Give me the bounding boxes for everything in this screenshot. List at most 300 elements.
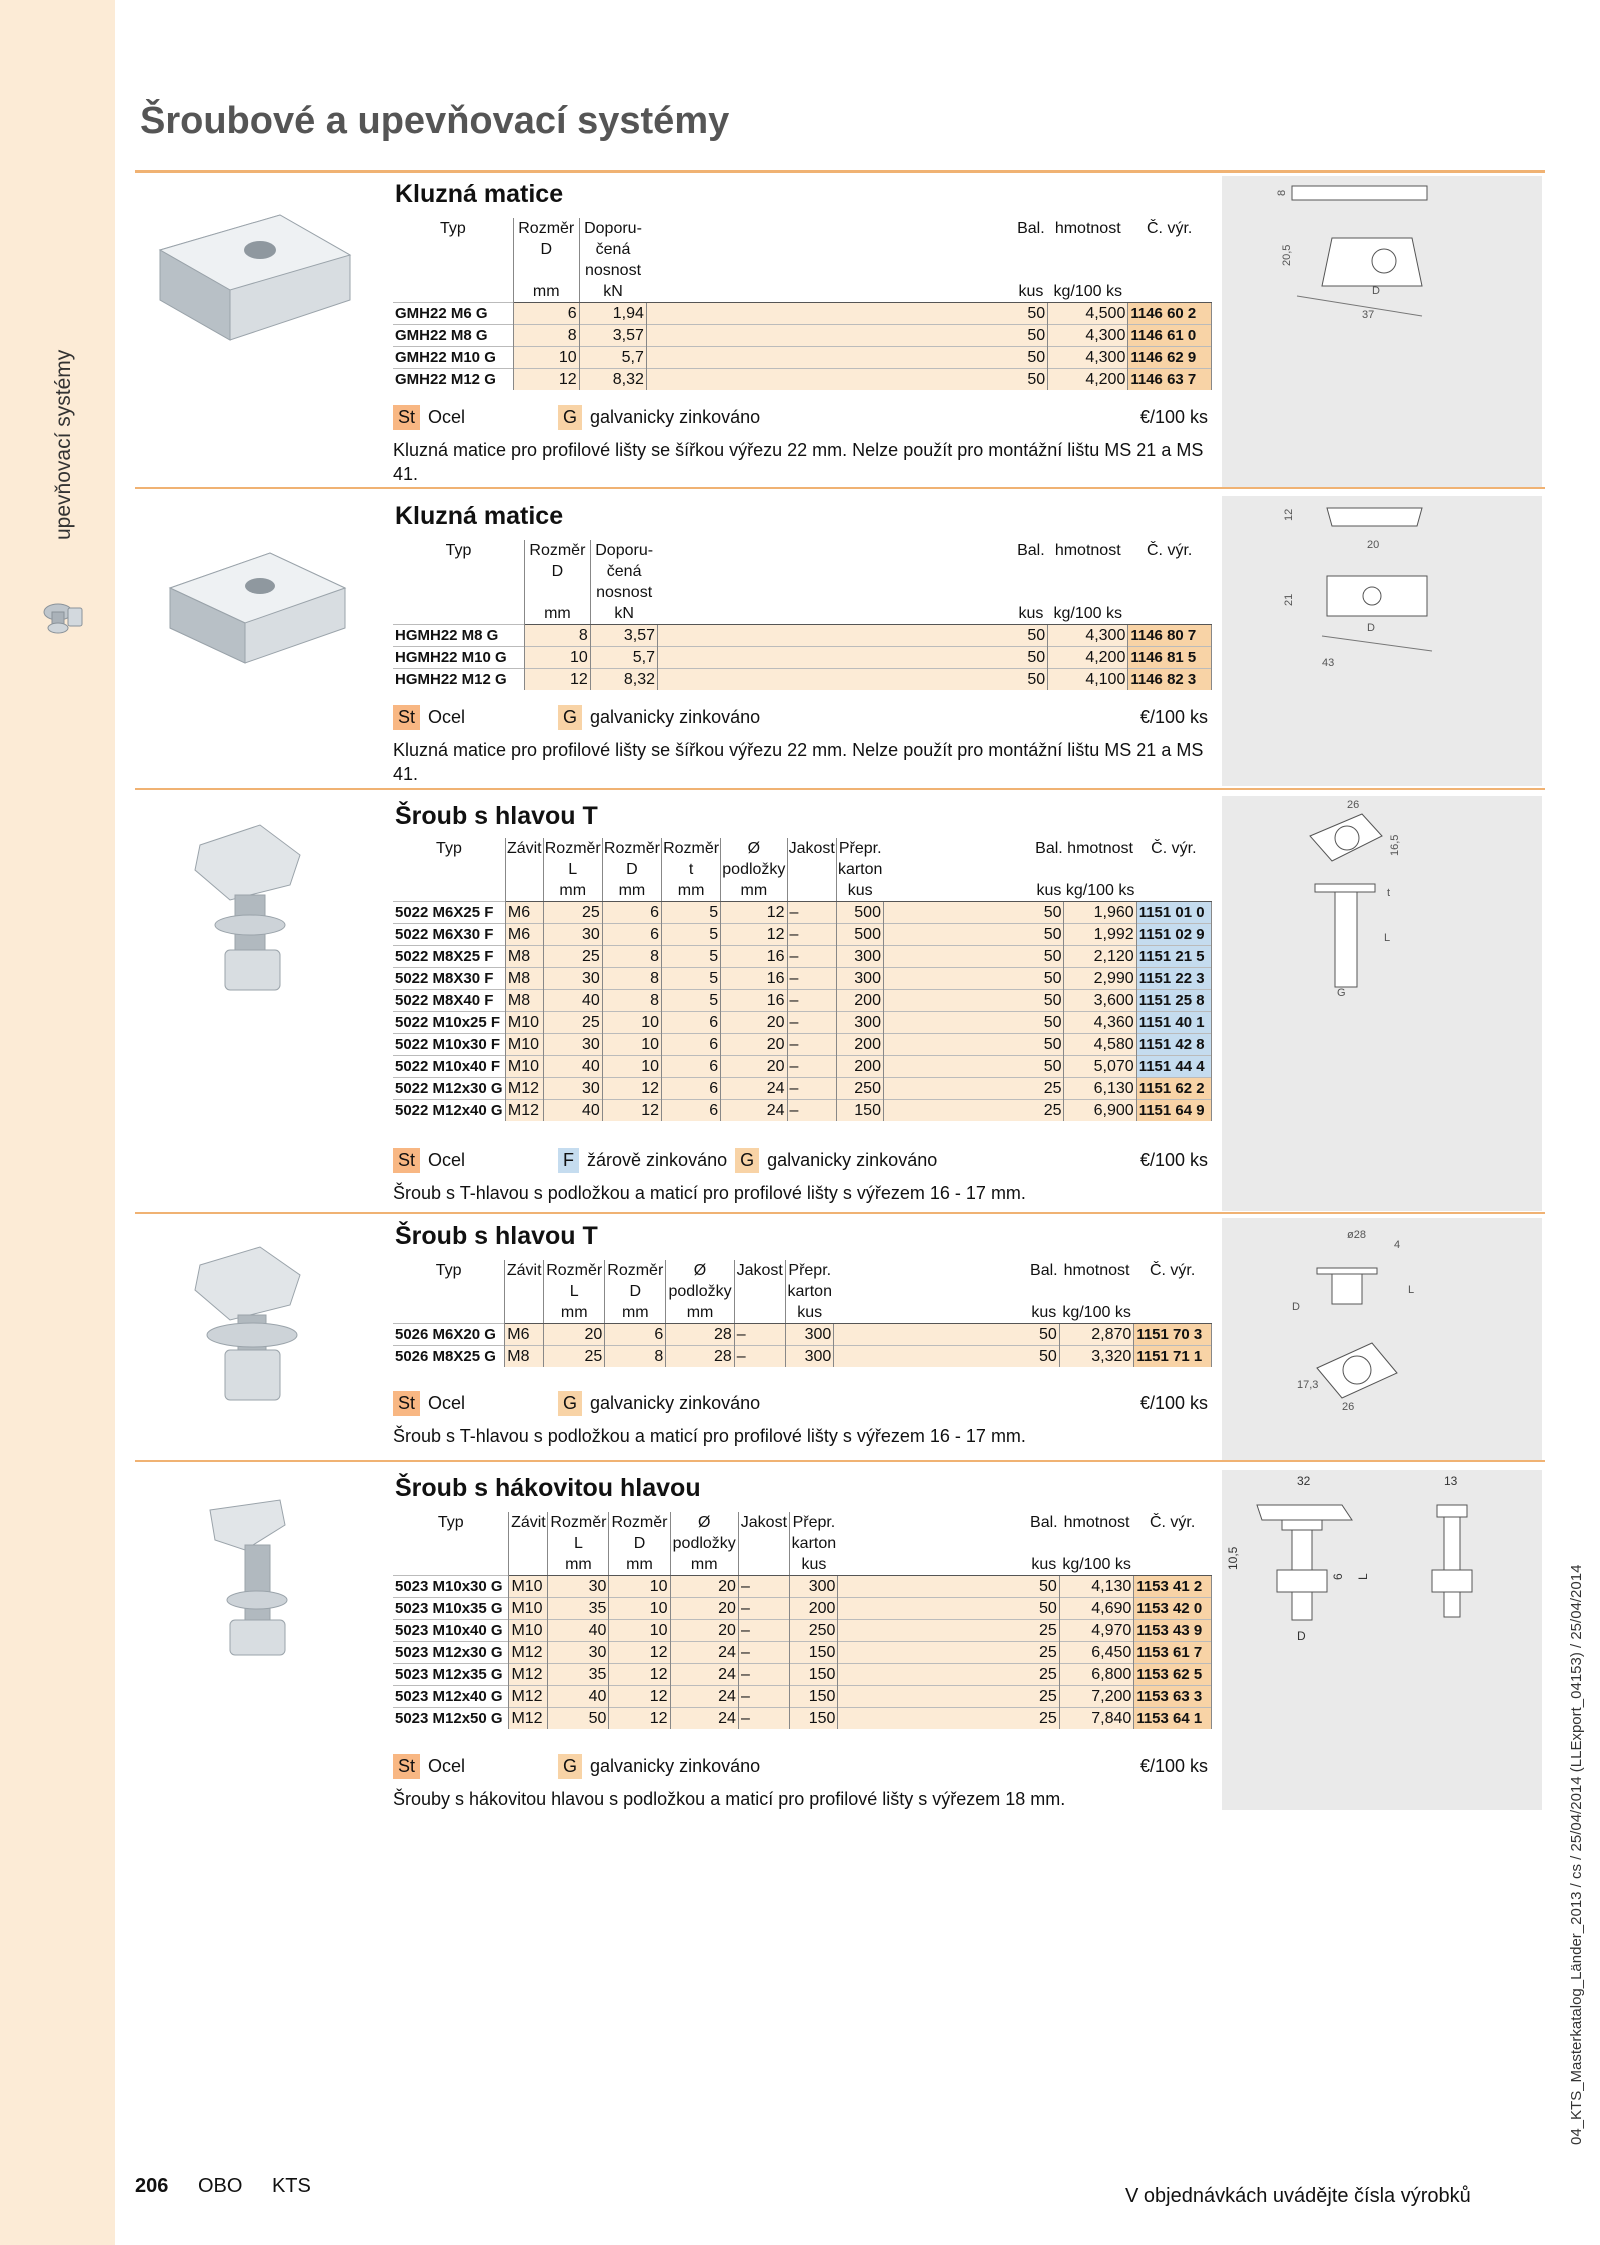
left-band — [0, 0, 115, 2245]
dim-label: 26 — [1342, 1401, 1355, 1413]
col-cvyr: Č. výr. — [1147, 220, 1193, 237]
table-cell: 3,600 — [1064, 990, 1136, 1012]
page-number: 206 — [135, 2175, 169, 2197]
table-cell: 3,57 — [590, 625, 657, 647]
table-cell: 200 — [836, 1056, 883, 1078]
article-number-cell: 1153 63 3 — [1134, 1686, 1212, 1708]
col-zavit: Závit — [505, 1260, 544, 1302]
finish-badge: G — [558, 705, 582, 730]
table-cell: 50 — [1014, 369, 1047, 391]
table-cell: M12 — [509, 1664, 548, 1686]
section-title: Šroub s hlavou T — [395, 802, 598, 830]
table-cell: 25 — [1028, 1708, 1059, 1730]
table-cell: 500 — [836, 902, 883, 924]
table-cell: 4,200 — [1048, 647, 1128, 669]
section-title: Šroub s hlavou T — [395, 1222, 598, 1250]
table-cell: M10 — [505, 1056, 543, 1078]
table-cell: 50 — [1014, 625, 1047, 647]
col-typ: Typ — [393, 838, 505, 902]
dim-label: L — [1384, 932, 1391, 944]
article-number-cell: 1151 01 0 — [1136, 902, 1211, 924]
material-text: Ocel — [428, 1150, 466, 1170]
spacer-cell — [834, 1324, 1029, 1346]
table-cell: 4,300 — [1048, 347, 1128, 369]
table-cell: 10 — [602, 1056, 661, 1078]
table-cell: 20 — [544, 1324, 605, 1346]
table-cell: 6 — [662, 1012, 721, 1034]
section-rule-left — [135, 1460, 370, 1462]
table-cell: – — [787, 1034, 836, 1056]
col-karton: Přepr. karton — [787, 1262, 832, 1300]
table-cell: – — [738, 1642, 789, 1664]
table-cell: – — [787, 1078, 836, 1100]
article-number-cell: 1153 62 5 — [1134, 1664, 1212, 1686]
article-number-cell: 1146 81 5 — [1128, 647, 1212, 669]
table-cell: 4,690 — [1059, 1598, 1133, 1620]
product-type-cell: HGMH22 M10 G — [393, 647, 525, 669]
article-number-cell: 1151 22 3 — [1136, 968, 1211, 990]
spacer-cell — [883, 924, 1033, 946]
table-cell: 2,870 — [1059, 1324, 1133, 1346]
col-rozmer: Rozměr D — [525, 540, 591, 603]
table-cell: M8 — [505, 990, 543, 1012]
table-cell: 50 — [1034, 1012, 1064, 1034]
dim-label: 8 — [1276, 189, 1288, 196]
col-podlozka: Ø podložky — [666, 1260, 734, 1302]
table-row — [393, 369, 1212, 391]
finish-text-f: žárově zinkováno — [587, 1150, 728, 1170]
dimension-diagram-s4 — [1222, 1218, 1542, 1460]
table-cell: 5,7 — [590, 647, 657, 669]
product-type-cell: 5022 M12x40 G — [393, 1100, 505, 1122]
table-cell: 300 — [789, 1576, 838, 1598]
col-rozmer-d: Rozměr D — [605, 1260, 666, 1302]
table-cell: 1,960 — [1064, 902, 1136, 924]
spacer-cell — [646, 369, 1014, 391]
spacer-cell — [883, 990, 1033, 1012]
material-text: Ocel — [428, 707, 466, 727]
table-row — [393, 647, 1212, 669]
dim-label: 26 — [1347, 799, 1360, 811]
dim-label: D — [1367, 622, 1375, 634]
product-type-cell: 5023 M12x50 G — [393, 1708, 509, 1730]
table-cell: 20 — [721, 1034, 787, 1056]
unit: kus — [1028, 1302, 1059, 1324]
table-cell: 12 — [721, 902, 787, 924]
table-cell: 8 — [605, 1346, 666, 1368]
table-cell: 150 — [789, 1642, 838, 1664]
spacer-cell — [883, 1056, 1033, 1078]
spacer-cell — [834, 1346, 1029, 1368]
col-karton: Přepr. karton — [837, 840, 883, 878]
dim-label: 16,5 — [1389, 834, 1401, 856]
table-cell: 4,300 — [1048, 625, 1128, 647]
table-cell: 6,130 — [1064, 1078, 1136, 1100]
table-cell: – — [734, 1346, 785, 1368]
table-cell: 8 — [525, 625, 591, 647]
col-podlozka: Ø podložky — [722, 840, 786, 878]
table-cell: 3,320 — [1059, 1346, 1133, 1368]
table-cell: 50 — [548, 1708, 609, 1730]
table-row — [393, 1324, 1212, 1346]
table-cell: 4,200 — [1048, 369, 1128, 391]
product-type-cell: 5023 M10x30 G — [393, 1576, 509, 1598]
unit: mm — [670, 1554, 738, 1576]
dim-label: 6 — [1331, 1573, 1345, 1580]
table-cell: 25 — [1034, 1078, 1064, 1100]
table-cell: 8,32 — [579, 369, 646, 391]
table-cell: 12 — [721, 924, 787, 946]
table-cell: 50 — [1014, 303, 1047, 325]
table-cell: 10 — [602, 1034, 661, 1056]
spacer-cell — [658, 669, 1015, 691]
table-cell: 25 — [1028, 1664, 1059, 1686]
footer-left — [135, 2175, 335, 2198]
section-title: Kluzná matice — [395, 180, 564, 208]
material-line — [393, 705, 1208, 730]
table-cell: M10 — [509, 1576, 548, 1598]
table-cell: 300 — [836, 946, 883, 968]
table-row — [393, 1642, 1212, 1664]
product-type-cell: 5022 M10x40 F — [393, 1056, 505, 1078]
table-cell: M6 — [505, 1324, 544, 1346]
article-number-cell: 1146 62 9 — [1128, 347, 1212, 369]
table-cell: – — [738, 1620, 789, 1642]
table-cell: 50 — [1014, 669, 1047, 691]
table-cell: 50 — [1014, 325, 1047, 347]
table-cell: 28 — [666, 1324, 734, 1346]
product-type-cell: 5026 M6X20 G — [393, 1324, 505, 1346]
unit: mm — [548, 1554, 609, 1576]
product-photo-t-bolt — [150, 815, 360, 1015]
spacer-cell — [883, 1012, 1033, 1034]
col-karton: Přepr. karton — [791, 1514, 837, 1552]
table-row — [393, 347, 1212, 369]
section-description: Kluzná matice pro profilové lišty se šířkou výřezu 22 mm. Nelze použít pro montážní lištu MS 21 a MS 41. — [393, 440, 1204, 484]
unit: kus — [1014, 281, 1047, 303]
col-cvyr: Č. výr. — [1149, 1262, 1196, 1279]
product-type-cell: 5023 M12x35 G — [393, 1664, 509, 1686]
table-cell: M12 — [509, 1686, 548, 1708]
side-label: upevňovací systémy — [52, 349, 75, 540]
table-row — [393, 1664, 1212, 1686]
table-cell: 30 — [548, 1576, 609, 1598]
table-cell: M10 — [509, 1620, 548, 1642]
table-cell: 20 — [721, 1056, 787, 1078]
article-number-cell: 1151 64 9 — [1136, 1100, 1211, 1122]
page-title: Šroubové a upevňovací systémy — [140, 100, 730, 142]
col-hmotnost: hmotnost — [1054, 542, 1121, 559]
article-number-cell: 1146 61 0 — [1128, 325, 1212, 347]
table-cell: 4,130 — [1059, 1576, 1133, 1598]
finish-text: galvanicky zinkováno — [590, 707, 761, 727]
unit: kg/100 ks — [1059, 1302, 1133, 1324]
col-zavit: Závit — [505, 838, 543, 880]
table-cell: 2,120 — [1064, 946, 1136, 968]
table-cell: 2,990 — [1064, 968, 1136, 990]
table-cell: 35 — [548, 1664, 609, 1686]
table-cell: 1,94 — [579, 303, 646, 325]
table-row — [393, 1078, 1212, 1100]
dim-label: 37 — [1362, 309, 1375, 321]
table-row — [393, 1100, 1212, 1122]
spacer-cell — [838, 1708, 1028, 1730]
table-cell: 5 — [662, 968, 721, 990]
article-number-cell: 1151 42 8 — [1136, 1034, 1211, 1056]
table-cell: 6 — [602, 902, 661, 924]
article-number-cell: 1151 40 1 — [1136, 1012, 1211, 1034]
table-cell: 25 — [543, 1012, 602, 1034]
table-cell: 30 — [548, 1642, 609, 1664]
table-cell: 8 — [602, 990, 661, 1012]
table-cell: M10 — [509, 1598, 548, 1620]
material-badge: St — [393, 1148, 420, 1173]
spacer-cell — [658, 625, 1015, 647]
table-row — [393, 1056, 1212, 1078]
table-cell: 8 — [602, 946, 661, 968]
col-podlozka: Ø podložky — [670, 1512, 738, 1554]
product-table-s3 — [393, 838, 1212, 1121]
article-number-cell: 1151 25 8 — [1136, 990, 1211, 1012]
material-line — [393, 405, 1208, 430]
finish-text: galvanicky zinkováno — [767, 1150, 938, 1170]
table-row — [393, 1598, 1212, 1620]
table-row — [393, 902, 1212, 924]
dim-label: D — [1297, 1629, 1306, 1643]
table-cell: M6 — [505, 902, 543, 924]
table-row — [393, 946, 1212, 968]
table-cell: M6 — [505, 924, 543, 946]
table-cell: 5,070 — [1064, 1056, 1136, 1078]
table-cell: 40 — [548, 1686, 609, 1708]
table-cell: 4,100 — [1048, 669, 1128, 691]
dim-label: 4 — [1394, 1239, 1401, 1251]
table-cell: 40 — [548, 1620, 609, 1642]
table-cell: M12 — [509, 1708, 548, 1730]
unit: kus — [1034, 880, 1064, 902]
finish-text: galvanicky zinkováno — [590, 1756, 761, 1776]
table-cell: 25 — [1028, 1642, 1059, 1664]
col-hmotnost: hmotnost — [1054, 220, 1121, 237]
finish-badge: G — [558, 1391, 582, 1416]
table-row — [393, 325, 1212, 347]
footer-brand: OBO — [197, 2175, 243, 2197]
section-rule — [370, 1460, 1545, 1462]
product-type-cell: 5026 M8X25 G — [393, 1346, 505, 1368]
table-cell: 25 — [543, 946, 602, 968]
table-cell: – — [787, 1100, 836, 1122]
table-cell: 150 — [789, 1708, 838, 1730]
table-cell: 24 — [670, 1686, 738, 1708]
dim-label: L — [1356, 1573, 1370, 1580]
table-cell: 12 — [513, 369, 579, 391]
table-cell: 4,500 — [1048, 303, 1128, 325]
col-bal: Bal. — [1017, 220, 1045, 237]
product-type-cell: 5022 M10x25 F — [393, 1012, 505, 1034]
col-nosnost: Doporu- čená nosnost — [595, 542, 654, 601]
table-cell: 7,840 — [1059, 1708, 1133, 1730]
dim-label: 32 — [1297, 1474, 1311, 1488]
product-table-s5 — [393, 1512, 1212, 1729]
dim-label: 13 — [1444, 1474, 1458, 1488]
table-cell: 10 — [525, 647, 591, 669]
col-cvyr: Č. výr. — [1147, 542, 1193, 559]
article-number-cell: 1153 43 9 — [1134, 1620, 1212, 1642]
table-cell: 3,57 — [579, 325, 646, 347]
col-bal: Bal. — [1030, 1262, 1058, 1279]
product-type-cell: GMH22 M12 G — [393, 369, 513, 391]
col-bal: Bal. — [1035, 840, 1063, 857]
spacer-cell — [883, 1100, 1033, 1122]
product-type-cell: 5022 M6X25 F — [393, 902, 505, 924]
section-rule-left — [135, 788, 370, 790]
col-bal: Bal. — [1030, 1514, 1058, 1531]
col-cvyr: Č. výr. — [1151, 840, 1197, 857]
table-cell: – — [787, 1056, 836, 1078]
table-cell: M12 — [505, 1078, 543, 1100]
table-row — [393, 1034, 1212, 1056]
table-cell: 40 — [543, 1100, 602, 1122]
table-cell: 50 — [1034, 1056, 1064, 1078]
unit: kg/100 ks — [1048, 603, 1128, 625]
dim-label: 43 — [1322, 657, 1335, 669]
product-type-cell: GMH22 M8 G — [393, 325, 513, 347]
table-cell: 200 — [789, 1598, 838, 1620]
col-cvyr: Č. výr. — [1149, 1514, 1196, 1531]
table-cell: 12 — [525, 669, 591, 691]
table-row — [393, 1576, 1212, 1598]
product-table-s1 — [393, 218, 1212, 390]
product-photo-t-bolt-short — [150, 1235, 360, 1435]
price-unit: €/100 ks — [1139, 1756, 1208, 1776]
table-cell: 25 — [543, 902, 602, 924]
table-cell: 6,900 — [1064, 1100, 1136, 1122]
table-cell: 12 — [609, 1664, 670, 1686]
table-cell: 7,200 — [1059, 1686, 1133, 1708]
product-type-cell: 5022 M8X25 F — [393, 946, 505, 968]
table-cell: M10 — [505, 1034, 543, 1056]
unit: mm — [721, 880, 787, 902]
table-cell: 150 — [789, 1686, 838, 1708]
table-cell: 50 — [1028, 1346, 1059, 1368]
section-description: Kluzná matice pro profilové lišty se šířkou výřezu 22 mm. Nelze použít pro montážní lištu MS 21 a MS 41. — [393, 740, 1204, 784]
table-cell: 6 — [662, 1034, 721, 1056]
table-cell: 20 — [670, 1576, 738, 1598]
table-cell: 25 — [1034, 1100, 1064, 1122]
table-cell: 12 — [609, 1686, 670, 1708]
product-table-s2 — [393, 540, 1212, 690]
table-row — [393, 924, 1212, 946]
table-row — [393, 625, 1212, 647]
unit: mm — [609, 1554, 670, 1576]
table-cell: 50 — [1028, 1576, 1059, 1598]
table-cell: – — [734, 1324, 785, 1346]
spacer-cell — [838, 1576, 1028, 1598]
col-typ: Typ — [393, 540, 525, 625]
article-number-cell: 1146 60 2 — [1128, 303, 1212, 325]
unit: kus — [789, 1554, 838, 1576]
table-cell: 1,992 — [1064, 924, 1136, 946]
spacer-cell — [883, 1078, 1033, 1100]
table-cell: 10 — [513, 347, 579, 369]
table-cell: 10 — [602, 1012, 661, 1034]
material-text: Ocel — [428, 1393, 466, 1413]
col-zavit: Závit — [509, 1512, 548, 1554]
table-cell: 4,360 — [1064, 1012, 1136, 1034]
table-cell: 50 — [1014, 347, 1047, 369]
col-nosnost: Doporu- čená nosnost — [584, 220, 642, 279]
spacer-cell — [883, 946, 1033, 968]
table-cell: 5 — [662, 924, 721, 946]
section-description: Šroub s T-hlavou s podložkou a maticí pro profilové lišty s výřezem 16 - 17 mm. — [393, 1183, 1026, 1203]
spacer-cell — [658, 647, 1015, 669]
dim-label: G — [1337, 987, 1346, 999]
table-cell: – — [787, 946, 836, 968]
unit: mm — [666, 1302, 734, 1324]
table-cell: 150 — [836, 1100, 883, 1122]
spacer-cell — [838, 1686, 1028, 1708]
table-cell: 35 — [548, 1598, 609, 1620]
table-cell: 300 — [836, 1012, 883, 1034]
table-cell: 4,300 — [1048, 325, 1128, 347]
unit: kus — [1028, 1554, 1059, 1576]
table-row — [393, 669, 1212, 691]
table-cell: 300 — [836, 968, 883, 990]
table-cell: 12 — [609, 1708, 670, 1730]
col-rozmer-l: Rozměr L — [548, 1512, 609, 1554]
spacer-cell — [646, 303, 1014, 325]
section-rule-left — [135, 1212, 370, 1214]
table-cell: 6 — [605, 1324, 666, 1346]
unit: kus — [1014, 603, 1047, 625]
table-cell: 10 — [609, 1620, 670, 1642]
col-rozmer: Rozměr D — [513, 218, 579, 281]
table-cell: 200 — [836, 990, 883, 1012]
price-unit: €/100 ks — [1139, 1393, 1208, 1413]
product-type-cell: HGMH22 M8 G — [393, 625, 525, 647]
table-cell: 40 — [543, 1056, 602, 1078]
section-rule — [370, 788, 1545, 790]
table-cell: 5 — [662, 990, 721, 1012]
product-type-cell: 5022 M10x30 F — [393, 1034, 505, 1056]
table-cell: 150 — [789, 1664, 838, 1686]
table-cell: 6 — [513, 303, 579, 325]
table-cell: 6 — [602, 924, 661, 946]
price-unit: €/100 ks — [1139, 707, 1208, 727]
finish-badge: G — [558, 405, 582, 430]
table-cell: 8 — [602, 968, 661, 990]
material-badge: St — [393, 705, 420, 730]
article-number-cell: 1151 62 2 — [1136, 1078, 1211, 1100]
col-typ: Typ — [393, 218, 513, 303]
table-cell: 16 — [721, 946, 787, 968]
spacer-cell — [646, 347, 1014, 369]
unit: mm — [513, 281, 579, 303]
unit: mm — [544, 1302, 605, 1324]
product-photo-sliding-nut-hammer — [150, 528, 360, 718]
table-cell: 250 — [789, 1620, 838, 1642]
dimension-diagram-s5 — [1222, 1470, 1542, 1810]
finish-badge: G — [558, 1754, 582, 1779]
table-row — [393, 1708, 1212, 1730]
material-text: Ocel — [428, 407, 466, 427]
table-cell: 28 — [666, 1346, 734, 1368]
unit: mm — [662, 880, 721, 902]
table-cell: 4,970 — [1059, 1620, 1133, 1642]
dim-label: 10,5 — [1226, 1546, 1240, 1570]
table-cell: 24 — [721, 1100, 787, 1122]
dim-label: 17,3 — [1297, 1379, 1319, 1391]
